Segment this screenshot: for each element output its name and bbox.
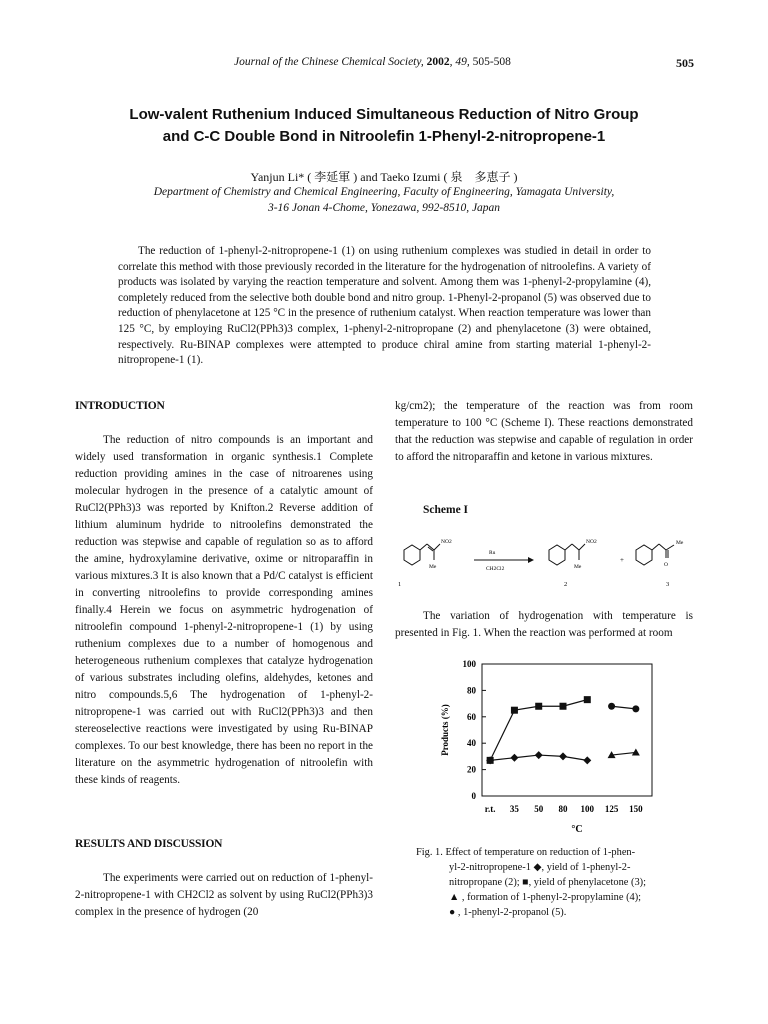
y-tick-label: 100 — [462, 659, 476, 669]
compound-1-structure — [404, 544, 440, 565]
compound-3-structure — [636, 544, 674, 565]
diamond-marker — [535, 751, 543, 759]
y-tick-label: 0 — [471, 791, 476, 801]
caption-line-4: ▲ , formation of 1-phenyl-2-propylamine (4); — [449, 892, 642, 903]
square-marker — [560, 703, 567, 710]
scheme-diagram — [392, 530, 704, 592]
page-number: 505 — [676, 56, 694, 70]
scheme-plus: + — [620, 556, 624, 564]
series-line-3 — [612, 752, 636, 755]
circle-marker — [608, 703, 615, 710]
y-tick-label: 40 — [467, 738, 476, 749]
compound-2-no2: NO2 — [586, 539, 597, 545]
caption-line-3: nitropropane (2); ■, yield of phenylacetone (3); — [449, 877, 646, 888]
compound-1-number: 1 — [398, 581, 402, 588]
article-title — [60, 104, 708, 148]
compound-2-number: 2 — [564, 581, 568, 588]
right-column-mid — [395, 608, 693, 642]
reagent-bottom: CH2Cl2 — [486, 566, 505, 572]
figure-caption — [416, 845, 706, 920]
right-column-top — [395, 398, 693, 466]
results-heading: RESULTS AND DISCUSSION — [75, 838, 223, 850]
scheme-label: Scheme I — [423, 504, 469, 516]
y-tick-label: 60 — [467, 711, 476, 722]
journal-year: 2002 — [426, 56, 450, 68]
journal-volume: 49 — [455, 56, 467, 68]
square-marker — [535, 703, 542, 710]
caption-line-2: yl-2-nitropropene-1 ◆, yield of 1-phenyl-2- — [449, 862, 631, 873]
abstract — [118, 244, 651, 369]
compound-1-me: Me — [429, 564, 437, 570]
diamond-marker — [510, 754, 518, 762]
x-tick-label: r.t. — [484, 804, 496, 814]
y-axis-label: Products (%) — [440, 704, 450, 756]
caption-line-5: ● , 1-phenyl-2-propanol (5). — [449, 907, 567, 918]
compound-2-me: Me — [574, 564, 582, 570]
affiliation-line-1: Department of Chemistry and Chemical Engineering, Faculty of Engineering, Yamagata University, — [153, 186, 615, 198]
triangle-marker — [632, 748, 640, 755]
abstract-text: The reduction of 1-phenyl-2-nitropropene-1 (1) on using ruthenium complexes was studied in detail in order to correlate this method with those previously recorded in the literature for the hydrogenation of nitroolefins. A variety of products was isolated by varying the reaction temperature and solvent. Among them was 1-phenyl-2-propylamine (4), completely reduced from the selective both double bond and nitro group. 1-Phenyl-2-propanol (5) was observed due to reduction of phenylacetone at 125 °C in the presence of ruthenium catalyst. When reaction temperature was lower than 125 °C, by employing RuCl2(PPh3)3 complex, 1-phenyl-2-nitropropane (2) and phenylacetone (3) were obtained, respectively. Ru-BINAP complexes were attempted to produce chiral amine from starting material 1-phenyl-2-nitropropene-1 (1). — [118, 245, 651, 367]
y-tick-label: 80 — [467, 685, 476, 696]
title-line-1: Low-valent Ruthenium Induced Simultaneous Reduction of Nitro Group — [129, 106, 639, 123]
x-tick-label: 50 — [534, 804, 544, 814]
introduction-text: The reduction of nitro compounds is an important and widely used transformation in organic synthesis.1 Complete reduction providing amines in the case of nitroarenes using molecular hydrogen in the presence of a catalytic amount of RuCl2(PPh3)3 was reported by Knifton.2 Reverse addition of lithium aluminum hydride to nitroolefins demonstrated the reduction was stepwise and capable of regulation so as to afford the amine, hydroxylamine derivative, oxime or nitroparaffin in various mixtures.3 It is also known that a Pd/C catalyst is efficient in converting nitroolefins to provide corresponding amines finally.4 Herein we focus on asymmetric hydrogenation of nitroolefin compound 1-phenyl-2-nitropropene-1 (1) by using ruthenium complexes due to a number of homogenous and heterogeneous ruthenium complexes that catalyze hydrogenation of various substrates including olefins, aldehydes, ketones and nitro compounds.5,6 The hydrogenation of 1-phenyl-2-nitropropene-1 was carried out with RuCl2(PPh3)3 and then stereoselective reactions were investigated by using Ru-BINAP complexes. To our best knowledge, there has been no report in the literature on the asymmetric hydrogenation of nitroolefin with these kinds of reagents. — [75, 434, 373, 786]
right-text-1: kg/cm2); the temperature of the reaction was from room temperature to 100 °C (Scheme I). These reactions demonstrated that the reduction was stepwise and capable of regulation in order to afford the nitroparaffin and ketone in various mixtures. — [395, 400, 693, 463]
running-header: Journal of the Chinese Chemical Society, 2002, 49, 505-508 — [234, 56, 511, 68]
circle-marker — [632, 705, 639, 712]
x-tick-label: 80 — [558, 804, 568, 814]
authors: Yanjun Li* ( 李延軍 ) and Taeko Izumi ( 泉 多恵子 ) — [250, 170, 518, 184]
affiliation — [60, 184, 708, 216]
compound-3-oxygen: O — [664, 562, 668, 568]
x-tick-label: 150 — [629, 804, 643, 814]
reaction-arrowhead — [528, 557, 534, 563]
x-tick-label: 125 — [604, 804, 619, 814]
diamond-marker — [583, 756, 591, 764]
results-text: The experiments were carried out on reduction of 1-phenyl-2-nitropropene-1 with CH2Cl2 as solvent by using RuCl2(PPh3)3 complex in the presence of hydrogen (20 — [75, 872, 373, 918]
reagent-top: Ru — [489, 550, 496, 556]
introduction-heading: INTRODUCTION — [75, 400, 165, 412]
y-tick-label: 20 — [467, 764, 476, 775]
compound-3-me: Me — [676, 540, 684, 546]
x-tick-label: 35 — [509, 804, 519, 814]
caption-line-1: Fig. 1. Effect of temperature on reduction of 1-phen- — [416, 847, 636, 858]
compound-2-structure — [549, 544, 585, 565]
journal-pages: 505-508 — [472, 56, 511, 68]
square-marker — [584, 696, 591, 703]
right-text-2: The variation of hydrogenation with temperature is presented in Fig. 1. When the reaction was performed at room — [395, 610, 693, 639]
plot-frame — [482, 664, 652, 796]
compound-3-number: 3 — [666, 581, 670, 588]
temperature-chart — [430, 650, 660, 850]
series-line-4 — [612, 706, 636, 709]
left-column — [75, 398, 373, 789]
title-line-2: and C-C Double Bond in Nitroolefin 1-Phenyl-2-nitropropene-1 — [162, 128, 606, 145]
compound-1-no2: NO2 — [441, 539, 452, 545]
square-marker — [487, 757, 494, 764]
x-axis-label: °C — [571, 824, 583, 835]
diamond-marker — [559, 752, 567, 760]
x-tick-label: 100 — [580, 804, 595, 814]
square-marker — [511, 707, 518, 714]
left-column-results — [75, 836, 373, 921]
journal-name: Journal of the Chinese Chemical Society — [234, 56, 421, 68]
affiliation-line-2: 3-16 Jonan 4-Chome, Yonezawa, 992-8510, Japan — [267, 202, 501, 214]
